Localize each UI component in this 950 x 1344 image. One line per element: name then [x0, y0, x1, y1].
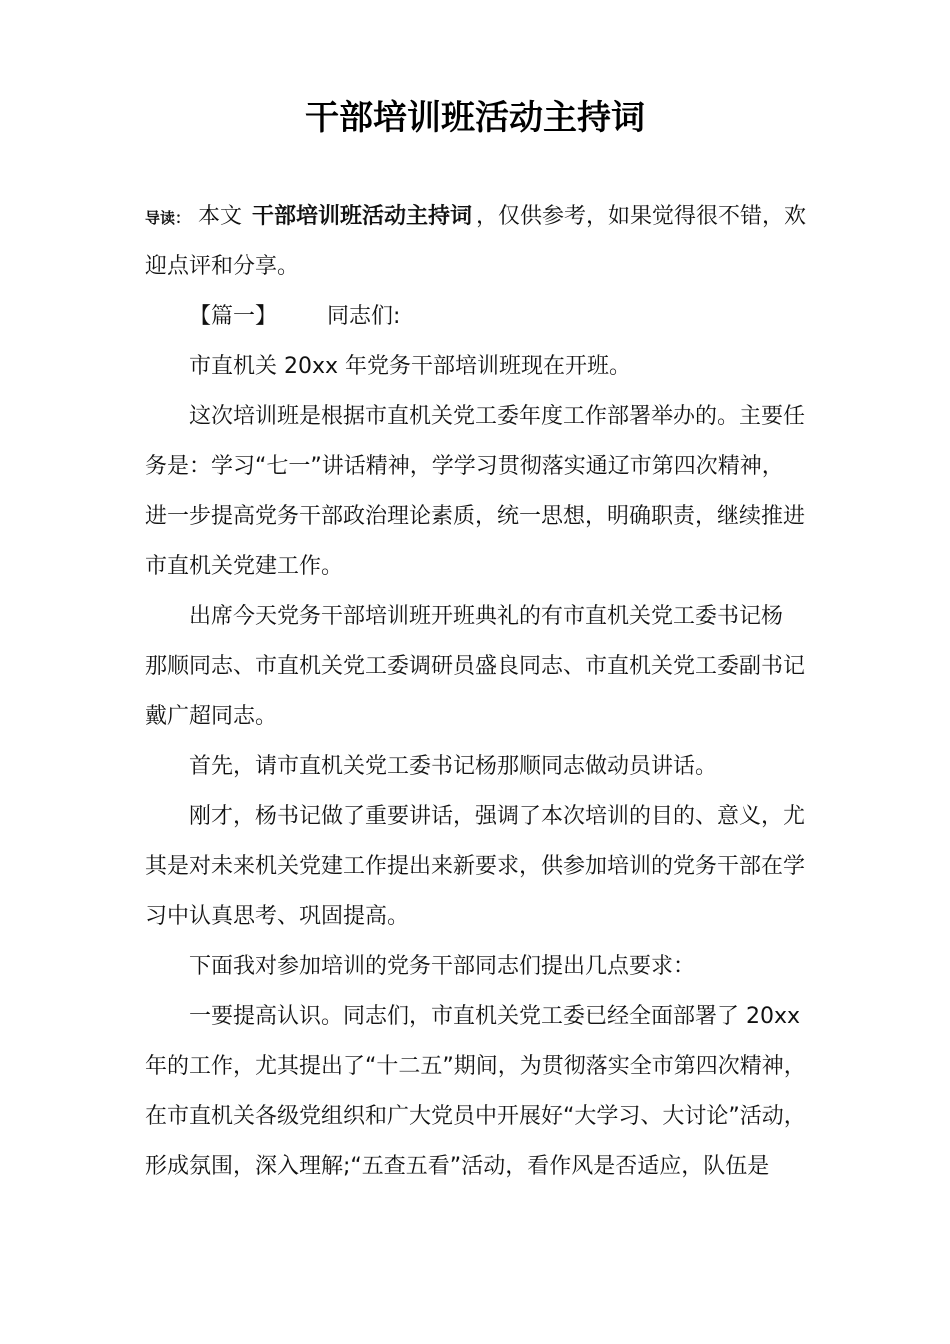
paragraph-line: 年的工作，尤其提出了“十二五”期间，为贯彻落实全市第四次精神， — [145, 1054, 806, 1079]
paragraph-line: 其是对未来机关党建工作提出来新要求，供参加培训的党务干部在学 — [145, 854, 806, 879]
paragraph-line: 在市直机关各级党组织和广大党员中开展好“大学习、大讨论”活动， — [145, 1104, 806, 1129]
paragraph-line: 出席今天党务干部培训班开班典礼的有市直机关党工委书记杨 — [189, 604, 784, 629]
paragraph-line: 形成氛围，深入理解;“五查五看”活动，看作风是否适应，队伍是 — [145, 1154, 770, 1179]
part-label: 【篇一】 — [189, 304, 278, 329]
paragraph-line: 下面我对参加培训的党务干部同志们提出几点要求： — [189, 954, 696, 979]
paragraph-line: 首先，请市直机关党工委书记杨那顺同志做动员讲话。 — [189, 754, 718, 779]
intro-line-2: 迎点评和分享。 — [145, 254, 300, 279]
paragraph-line: 那顺同志、市直机关党工委调研员盛良同志、市直机关党工委副书记 — [145, 654, 806, 679]
paragraph-line: 这次培训班是根据市直机关党工委年度工作部署举办的。主要任 — [189, 404, 806, 429]
intro-label: 导读： — [145, 209, 191, 227]
paragraph-line: 刚才，杨书记做了重要讲话，强调了本次培训的目的、意义，尤 — [189, 804, 806, 829]
paragraph-line: 市直机关 20xx 年党务干部培训班现在开班。 — [189, 354, 632, 379]
paragraph-line: 一要提高认识。同志们，市直机关党工委已经全面部署了 20xx — [189, 1004, 801, 1029]
document-title: 干部培训班活动主持词 — [305, 98, 645, 138]
paragraph-line: 进一步提高党务干部政治理论素质，统一思想，明确职责，继续推进 — [145, 504, 806, 529]
paragraph-line: 市直机关党建工作。 — [145, 554, 344, 579]
part-greeting: 同志们: — [327, 304, 401, 329]
intro-line-1 — [145, 192, 830, 242]
part-heading — [145, 292, 830, 342]
intro-suffix: ，仅供参考，如果觉得很不错，欢 — [476, 204, 807, 229]
paragraph-line: 习中认真思考、巩固提高。 — [145, 904, 410, 929]
paragraph-line: 务是：学习“七一”讲话精神，学学习贯彻落实通辽市第四次精神， — [145, 454, 784, 479]
intro-bold-title: 干部培训班活动主持词 — [252, 204, 473, 229]
document-body — [145, 192, 830, 1192]
paragraph-line: 戴广超同志。 — [145, 704, 278, 729]
intro-prefix: 本文 — [198, 204, 243, 229]
